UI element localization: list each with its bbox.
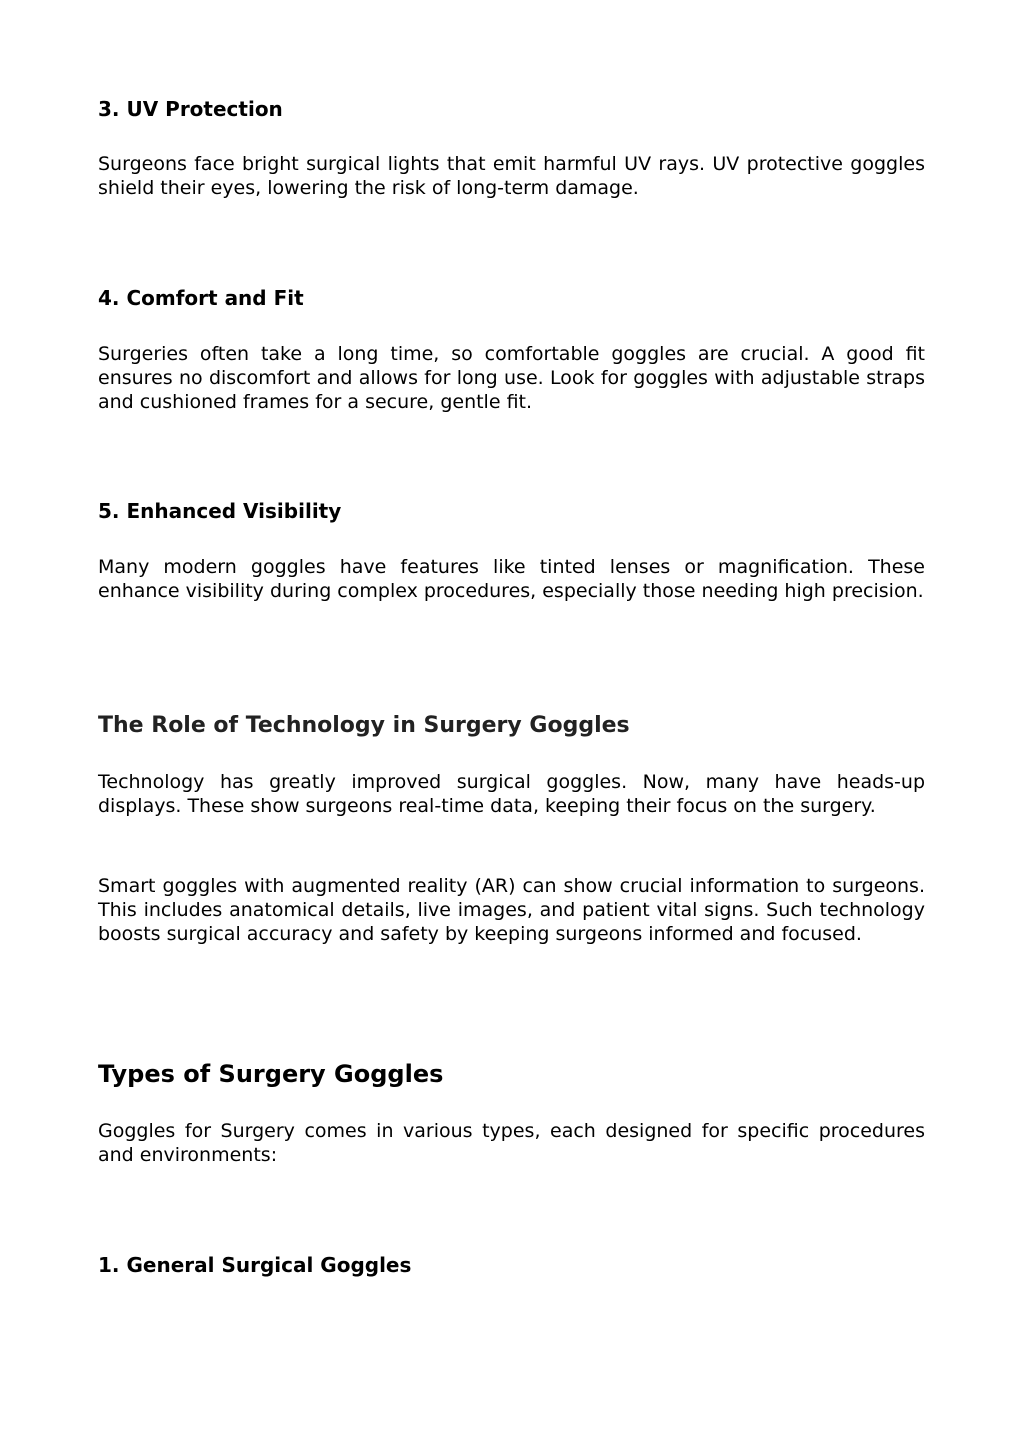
uv-protection-heading: 3. UV Protection xyxy=(98,97,283,121)
technology-paragraph-2: Smart goggles with augmented reality (AR) can show crucial information to surgeons. This includes anatomical details, live images, and patient vital signs. Such technology boosts surgical accuracy and safety by keeping surgeons informed and focused. xyxy=(98,875,925,945)
comfort-fit-section xyxy=(98,286,925,310)
enhanced-visibility-heading: 5. Enhanced Visibility xyxy=(98,499,342,523)
uv-protection-text-block xyxy=(98,152,925,200)
uv-protection-paragraph: Surgeons face bright surgical lights that emit harmful UV rays. UV protective goggles shield their eyes, lowering the risk of long-term damage. xyxy=(98,153,925,199)
comfort-fit-text-block xyxy=(98,342,925,414)
types-section xyxy=(98,1060,925,1088)
technology-text-block-1 xyxy=(98,770,925,818)
enhanced-visibility-section xyxy=(98,499,925,523)
types-text-block xyxy=(98,1119,925,1167)
types-paragraph: Goggles for Surgery comes in various types, each designed for specific procedures and environments: xyxy=(98,1120,925,1166)
general-goggles-section xyxy=(98,1253,925,1277)
enhanced-visibility-text-block xyxy=(98,555,925,603)
general-goggles-heading: 1. General Surgical Goggles xyxy=(98,1253,412,1277)
technology-heading: The Role of Technology in Surgery Goggles xyxy=(98,713,630,738)
enhanced-visibility-paragraph: Many modern goggles have features like tinted lenses or magnification. These enhance visibility during complex procedures, especially those needing high precision. xyxy=(98,556,925,602)
comfort-fit-paragraph: Surgeries often take a long time, so comfortable goggles are crucial. A good fit ensures no discomfort and allows for long use. Look for goggles with adjustable straps and cushioned frames for a secure, gentle fit. xyxy=(98,343,925,413)
comfort-fit-heading: 4. Comfort and Fit xyxy=(98,286,304,310)
technology-paragraph-1: Technology has greatly improved surgical goggles. Now, many have heads-up displays. These show surgeons real-time data, keeping their focus on the surgery. xyxy=(98,771,925,817)
technology-text-block-2 xyxy=(98,874,925,946)
types-heading: Types of Surgery Goggles xyxy=(98,1060,444,1088)
uv-protection-section xyxy=(98,97,925,121)
technology-section xyxy=(98,713,925,739)
